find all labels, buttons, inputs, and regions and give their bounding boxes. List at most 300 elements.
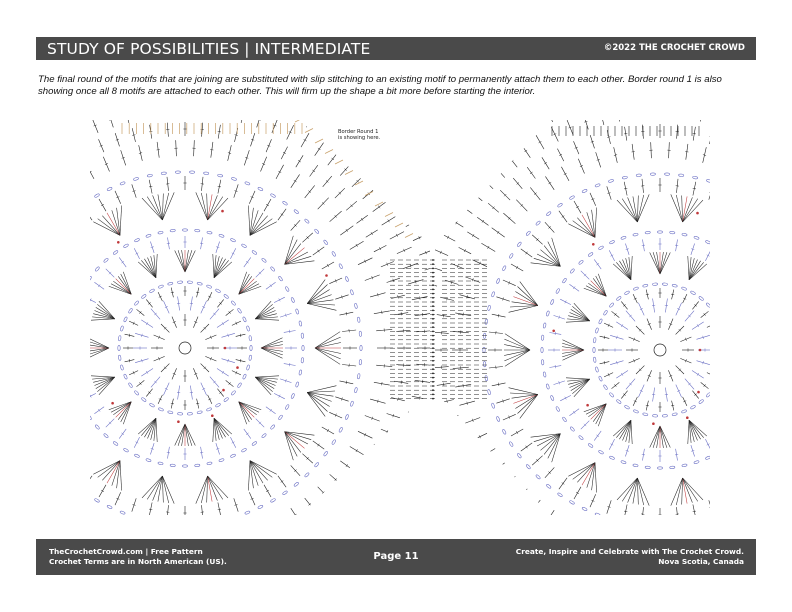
left-crossbar [171, 403, 174, 404]
right-crossbar [432, 473, 434, 476]
left-chain-stitch [270, 266, 275, 271]
right-fan-stitch [566, 321, 590, 322]
slip-stitch-dot [432, 398, 434, 400]
left-crossbar [425, 442, 426, 445]
right-post-stitch [466, 168, 476, 178]
right-chain-stitch [496, 278, 500, 284]
right-post-stitch [470, 191, 482, 201]
left-post-stitch [366, 459, 378, 466]
right-chain-stitch [598, 319, 602, 325]
right-fan-stitch [588, 404, 606, 417]
left-chain-stitch [357, 317, 360, 323]
right-fan-stitch [660, 426, 667, 448]
left-chain-stitch [182, 465, 187, 467]
right-post-stitch [494, 166, 505, 178]
left-chain-stitch [291, 393, 295, 399]
right-chain-stitch [636, 174, 641, 177]
slip-stitch-dot [432, 377, 434, 379]
right-crossbar [456, 476, 458, 479]
right-crossbar [652, 305, 655, 306]
left-chain-stitch [345, 276, 349, 282]
left-chain-stitch [94, 498, 100, 503]
right-chain-stitch [546, 311, 550, 317]
right-chain-stitch [662, 283, 667, 286]
right-fan-stitch [683, 478, 693, 503]
right-round-marker [592, 243, 595, 246]
right-chain-stitch [485, 319, 488, 325]
right-crossbar [562, 483, 565, 485]
left-chain-stitch [249, 335, 252, 341]
right-fan-stitch [619, 261, 631, 280]
right-crossbar [534, 122, 537, 124]
right-motif [394, 120, 710, 515]
right-crossbar [419, 444, 420, 447]
left-chain-stitch [331, 439, 336, 445]
right-post-stitch [455, 511, 466, 515]
left-crossbar [346, 464, 348, 467]
left-post-stitch [429, 411, 443, 415]
left-chain-stitch [278, 415, 283, 421]
left-chain-stitch [170, 464, 175, 467]
left-chain-stitch [301, 333, 304, 338]
left-chain-stitch [301, 358, 304, 363]
slip-stitch-dot [432, 263, 434, 265]
left-crossbar [394, 195, 396, 198]
right-post-stitch [490, 145, 499, 156]
footer-website: TheCrochetCrowd.com | Free Pattern [49, 547, 203, 556]
left-crossbar [419, 457, 420, 460]
right-chain-stitch [535, 220, 540, 225]
border-round-stitch [395, 223, 403, 227]
left-crossbar [349, 147, 351, 149]
right-chain-stitch [621, 236, 627, 240]
left-post-stitch [257, 120, 262, 127]
right-crossbar [425, 299, 426, 302]
left-crossbar [419, 297, 420, 300]
right-post-stitch [399, 300, 413, 303]
left-round-marker [222, 389, 225, 392]
left-fan-stitch [102, 461, 120, 481]
left-chain-stitch [134, 454, 140, 458]
slip-stitch-dot [432, 305, 434, 307]
left-chain-stitch [237, 382, 242, 388]
slip-stitch-dot [432, 268, 434, 270]
right-crossbar [440, 446, 441, 449]
right-post-stitch [395, 366, 409, 367]
right-round-marker [686, 416, 689, 419]
left-post-stitch [346, 143, 355, 154]
left-chain-stitch [291, 297, 295, 303]
left-chain-stitch [170, 229, 175, 232]
left-motif [90, 120, 451, 515]
right-fan-stitch [613, 264, 631, 280]
right-post-stitch [445, 416, 458, 420]
left-crossbar [439, 298, 440, 301]
left-crossbar [401, 381, 402, 384]
left-chain-stitch [118, 345, 120, 350]
right-crossbar [475, 195, 477, 198]
left-round-marker [236, 366, 239, 369]
slip-stitch-dot [432, 259, 434, 261]
left-crossbar [167, 243, 170, 244]
right-post-stitch [422, 414, 437, 419]
right-fan-stitch [571, 379, 590, 391]
right-fan-stitch [520, 395, 538, 419]
left-fan-stitch [91, 376, 115, 377]
right-fan-stitch [593, 404, 606, 422]
right-chain-stitch [578, 260, 583, 265]
left-post-stitch [352, 509, 364, 515]
left-crossbar [371, 461, 373, 464]
slip-stitch-dot [432, 356, 434, 358]
left-crossbar [419, 396, 420, 399]
left-crossbar [235, 135, 238, 136]
left-crossbar [318, 250, 320, 253]
left-crossbar [398, 398, 399, 401]
right-crossbar [693, 188, 696, 189]
right-crossbar [675, 454, 678, 455]
slip-stitch-dot [432, 381, 434, 383]
right-crossbar [498, 383, 499, 386]
right-crossbar [530, 172, 533, 174]
left-chain-stitch [158, 285, 164, 289]
left-round-marker [177, 420, 180, 423]
right-crossbar [463, 313, 464, 316]
left-fan-stitch [255, 319, 279, 320]
right-chain-stitch [502, 265, 507, 271]
left-chain-stitch [331, 251, 336, 257]
right-crossbar [425, 459, 426, 462]
left-round-marker [117, 241, 120, 244]
right-post-stitch [516, 489, 527, 501]
right-crossbar [434, 431, 435, 434]
left-fan-stitch [285, 432, 301, 453]
left-crossbar [436, 282, 437, 285]
right-fan-stitch [595, 208, 597, 238]
left-post-stitch [335, 498, 345, 508]
left-chain-stitch [118, 355, 121, 361]
left-post-stitch [389, 192, 400, 200]
right-post-stitch [624, 505, 627, 516]
right-fan-stitch [688, 420, 689, 444]
right-chain-stitch [645, 466, 650, 469]
right-post-stitch [413, 443, 426, 448]
left-post-stitch [379, 178, 390, 187]
right-chain-stitch [694, 460, 700, 464]
right-chain-stitch [496, 416, 500, 422]
left-crossbar [361, 218, 363, 221]
left-chain-stitch [285, 404, 290, 410]
right-chain-stitch [598, 376, 602, 382]
right-fan-stitch [592, 463, 595, 491]
right-chain-stitch [642, 413, 648, 417]
right-crossbar [508, 480, 510, 482]
left-chain-stitch [90, 415, 92, 421]
right-round-marker [652, 422, 655, 425]
right-chain-stitch [603, 384, 608, 390]
left-chain-stitch [285, 286, 290, 292]
left-chain-stitch [345, 414, 349, 420]
right-round-marker [699, 349, 702, 352]
left-chain-stitch [195, 229, 200, 232]
right-chain-stitch [609, 392, 614, 397]
right-fan-stitch [653, 426, 660, 448]
left-post-stitch [382, 471, 396, 480]
right-crossbar [624, 511, 627, 512]
left-chain-stitch [245, 181, 251, 185]
right-post-stitch [600, 120, 604, 125]
right-crossbar [710, 506, 711, 507]
left-fan-stitch [255, 307, 274, 319]
left-crossbar [394, 499, 396, 502]
right-round-marker [586, 404, 589, 407]
left-chain-stitch [103, 433, 108, 438]
right-fan-stitch [653, 252, 660, 274]
right-post-stitch [617, 120, 620, 122]
left-chain-stitch [197, 411, 203, 415]
right-post-stitch [450, 473, 464, 482]
right-chain-stitch [633, 409, 639, 413]
left-fan-stitch [214, 259, 226, 278]
right-post-stitch [445, 498, 456, 506]
annotation-line-2: is showing here. [338, 135, 381, 142]
right-chain-stitch [608, 179, 614, 183]
left-crossbar [121, 433, 124, 435]
left-chain-stitch [134, 238, 140, 242]
left-crossbar [218, 186, 221, 187]
left-chain-stitch [237, 308, 242, 314]
left-crossbar [357, 514, 359, 515]
left-crossbar [190, 392, 193, 393]
right-chain-stitch [550, 395, 554, 401]
left-crossbar [403, 208, 405, 211]
right-chain-stitch [509, 441, 514, 447]
left-chain-stitch [249, 355, 252, 361]
right-chain-stitch [690, 290, 696, 295]
left-crossbar [378, 488, 380, 491]
left-fan-stitch [98, 461, 120, 478]
left-fan-stitch [90, 348, 109, 355]
left-chain-stitch [206, 407, 212, 411]
slip-stitch-dot [432, 301, 434, 303]
left-crossbar [411, 471, 413, 474]
left-crossbar [339, 502, 341, 504]
right-fan-stitch [562, 350, 584, 357]
right-crossbar [443, 383, 444, 386]
left-center-ring [179, 342, 191, 354]
left-chain-stitch [354, 303, 358, 309]
right-crossbar [459, 514, 461, 515]
right-crossbar [447, 400, 448, 403]
right-crossbar [472, 463, 474, 466]
right-post-stitch [710, 130, 711, 144]
right-chain-stitch [706, 179, 710, 183]
left-chain-stitch [258, 187, 264, 191]
left-chain-stitch [314, 229, 319, 234]
left-post-stitch [397, 442, 412, 449]
right-chain-stitch [706, 302, 710, 307]
right-crossbar [413, 429, 414, 432]
right-crossbar [465, 208, 467, 211]
right-chain-stitch [487, 389, 491, 395]
right-chain-stitch [664, 173, 669, 176]
left-crossbar [139, 153, 142, 154]
right-chain-stitch [670, 466, 675, 469]
right-fan-stitch [544, 434, 560, 455]
right-post-stitch [530, 500, 540, 512]
left-chain-stitch [270, 498, 276, 503]
right-chain-stitch [595, 183, 601, 187]
left-post-stitch [306, 120, 313, 127]
right-chain-stitch [681, 287, 687, 291]
left-crossbar [368, 501, 370, 504]
left-fan-stitch [117, 208, 120, 236]
left-chain-stitch [146, 458, 152, 462]
right-crossbar [562, 216, 565, 218]
left-fan-stitch [285, 261, 315, 265]
left-fan-stitch [250, 219, 272, 236]
left-chain-stitch [350, 401, 354, 407]
left-post-stitch [433, 395, 447, 398]
left-fan-stitch [250, 208, 253, 236]
slip-stitch-dot [432, 310, 434, 312]
right-post-stitch [459, 486, 472, 495]
left-fan-stitch [116, 279, 132, 295]
left-fan-stitch [261, 341, 283, 348]
right-chain-stitch [546, 211, 552, 216]
left-chain-stitch [189, 171, 194, 174]
right-crossbar [422, 315, 423, 318]
left-fan-stitch [156, 418, 157, 442]
left-fan-stitch [214, 262, 232, 278]
left-chain-stitch [149, 403, 155, 408]
right-post-stitch [482, 178, 494, 189]
left-chain-stitch [134, 300, 139, 305]
right-crossbar [447, 461, 449, 464]
left-chain-stitch [282, 490, 288, 495]
left-post-stitch [291, 508, 300, 515]
right-fan-stitch [613, 420, 631, 436]
right-crossbar [624, 133, 627, 134]
right-chain-stitch [535, 474, 540, 479]
left-fan-stitch [239, 402, 252, 420]
right-fan-stitch [571, 309, 590, 321]
left-fan-stitch [250, 461, 268, 481]
left-post-stitch [149, 503, 152, 516]
right-fan-stitch [631, 256, 632, 280]
right-post-stitch [459, 446, 472, 452]
right-fan-stitch [544, 246, 560, 267]
border-round-stitch [305, 129, 313, 133]
right-chain-stitch [705, 240, 710, 244]
border-round-stitch [375, 202, 383, 206]
left-chain-stitch [242, 317, 246, 323]
right-chain-stitch [588, 252, 594, 257]
slip-stitch-dot [432, 322, 434, 324]
right-fan-stitch [631, 420, 632, 444]
left-chain-stitch [252, 441, 258, 446]
left-chain-stitch [120, 181, 126, 185]
right-crossbar [405, 300, 406, 303]
right-crossbar [703, 155, 706, 156]
left-chain-stitch [103, 258, 108, 263]
left-chain-stitch [246, 326, 250, 332]
left-chain-stitch [95, 424, 100, 429]
left-chain-stitch [123, 243, 129, 248]
right-post-stitch [477, 475, 488, 483]
right-crossbar [498, 171, 500, 173]
right-fan-stitch [574, 303, 590, 321]
left-chain-stitch [90, 276, 92, 282]
left-crossbar [129, 359, 130, 362]
right-fan-stitch [689, 261, 701, 280]
left-crossbar [379, 446, 381, 449]
right-post-stitch [459, 204, 472, 213]
right-chain-stitch [491, 403, 495, 409]
right-post-stitch [413, 366, 429, 367]
left-crossbar [281, 481, 284, 483]
left-fan-stitch [307, 285, 327, 304]
right-crossbar [425, 238, 426, 241]
left-fan-stitch [162, 476, 174, 504]
left-chain-stitch [354, 387, 358, 393]
left-fan-stitch [102, 216, 120, 236]
left-chain-stitch [270, 424, 275, 429]
right-crossbar [596, 435, 599, 437]
left-fan-stitch [138, 418, 156, 434]
right-post-stitch [427, 429, 442, 435]
left-fan-stitch [285, 432, 305, 449]
left-post-stitch [403, 427, 418, 433]
right-round-marker [697, 391, 700, 394]
right-post-stitch [583, 120, 588, 129]
left-fan-stitch [315, 337, 341, 348]
right-chain-stitch [603, 310, 608, 316]
left-chain-stitch [149, 288, 155, 293]
right-fan-stitch [541, 434, 561, 451]
left-chain-stitch [294, 482, 300, 487]
left-post-stitch [90, 297, 96, 302]
left-crossbar [196, 403, 199, 404]
left-post-stitch [374, 444, 387, 450]
right-crossbar [409, 284, 410, 287]
slip-stitch-dot [432, 289, 434, 291]
right-chain-stitch [555, 288, 560, 294]
right-post-stitch [435, 485, 447, 493]
right-chain-stitch [642, 284, 648, 288]
footer-terms-note: Crochet Terms are in North American (US). [49, 557, 227, 566]
left-crossbar [431, 427, 432, 430]
right-crossbar [409, 413, 410, 416]
right-center-ring [654, 344, 666, 356]
right-crossbar [521, 494, 523, 496]
left-crossbar [289, 363, 290, 366]
right-chain-stitch [645, 231, 650, 234]
left-fan-stitch [99, 377, 115, 395]
left-crossbar [246, 433, 249, 435]
slip-stitch-dot [432, 297, 434, 299]
left-fan-stitch [239, 281, 257, 294]
right-fan-stitch [593, 278, 606, 296]
right-chain-stitch [595, 328, 599, 334]
right-post-stitch [518, 125, 526, 137]
left-fan-stitch [250, 216, 268, 236]
right-post-stitch [503, 476, 515, 487]
left-post-stitch [218, 503, 221, 516]
left-chain-stitch [230, 238, 236, 242]
left-chain-stitch [219, 234, 225, 238]
right-chain-stitch [672, 284, 678, 288]
